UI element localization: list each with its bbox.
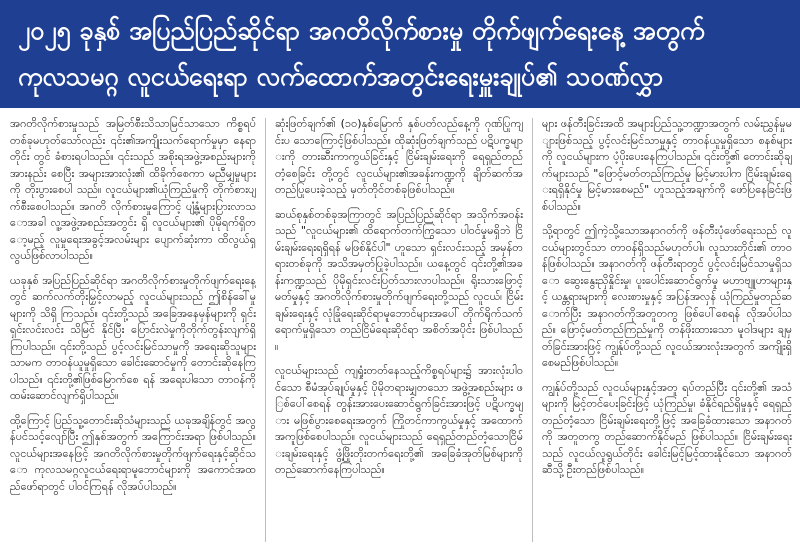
- article-column-2: [275, 116, 523, 550]
- paragraph: လူငယ်များသည် ကျရှုံးတတ်နေသည့်ကိစ္စရပ်များ၌ အားလုံးပါဝင်သော စီမံအုပ်ချုပ်မှုနှင့် ပိုမိုတရားမျှတသော အဖွဲ့အစည်းများ ဖြစ်ပေါ်စေရန် တွန်းအားပေးဆောင်ရွက်ခြင်းအားဖြင့် ပဋိပက္ခများ မဖြစ်ပွားစေရေးအတွက် ကြိုတင်ကာကွယ်မှုနှင့် အထောက်အကူဖြစ်စေပါသည်။ လူငယ်များသည် ရေရှည်တည်တံ့သောငြိမ်းချမ်းရေးနှင့် ဖွံ့ဖြိုးတိုးတက်ရေးတို့၏ အခြေခံအုတ်မြစ်များကို တည်ဆောက်နေကြပါသည်။: [275, 364, 523, 476]
- headline-line-1: ၂၀၂၅ ခုနှစ် အပြည်ပြည်ဆိုင်ရာ အဂတိလိုက်စားမှု တိုက်ဖျက်ရေးနေ့ အတွက်: [18, 16, 705, 45]
- column-divider: [265, 118, 266, 542]
- article-column-3: [542, 116, 792, 550]
- paragraph: အဂတိလိုက်စားမှုသည် အမြတ်စီးသိသာမြင်သာသော ကိစ္စရပ် တစ်ခုမဟုတ်သော်လည်း ၎င်း၏အကျိုးသက်ရောက်မှုမှာ နေရာတိုင်း တွင် ခံစားရပါသည်။ ၎င်းသည် အစိုးရအဖွဲ့အစည်းများကို အားနည်း စေပြီး အများအားလုံး၏ ထိခိုက်စေကာ မညီမျှမှုများကို တိုးပွားစေပါ သည်။ လူငယ်များ၏ယုံကြည်မှုကို တိုက်စားပျက်စီးစေပါသည်။ အဂတိ လိုက်စားမှုကြောင့် ပျံ့နှံ့များပြားလာသောအခါ လူ့အဖွဲ့အစည်းအတွင်း ရှိ လူငယ်များ၏ ပိုမိုရက်ရှိတော့မည့် လူမှုရေးအခွင့်အလမ်းများ ပျောက်ဆုံးကာ ထိလွယ်ရှလွယ်ဖြစ်လာပါသည်။: [10, 117, 256, 262]
- column-divider: [532, 118, 533, 542]
- paragraph: ဆယ်စုနှစ်တစ်ခုအကြာတွင် အပြည်ပြည်ဆိုင်ရာ အသိုက်အဝန်းသည် "လူငယ်များ၏ ထိရောက်တက်ကြွသော ပါဝင်မှုမရှိဘဲ ငြိမ်းချမ်းရေးရရှိရန် မဖြစ်နိုင်ပါ" ဟူသော ရှင်းလင်းသည့် အမှန်တရားတစ်ခုကို အသိအမှတ်ပြုခဲ့ပါသည်။ ယနေ့တွင် ၎င်းတို့၏အခန်းကဏ္ဍသည် ပိုမိုရှင်းလင်းပြတ်သားလာပါသည်။ ရိုးသားဖြောင့်မတ်မှုနှင့် အဂတိလိုက်စားမှုတိုက်ဖျက်ရေးတို့သည် လူငယ်၊ ငြိမ်းချမ်းရေးနှင့် လုံခြုံရေးဆိုင်ရာမူဘောင်များအပေါ် တိုက်ရိုက်သက်ရောက်မှုရှိသော တည်ငြိမ်ရေးဆိုင်ရာ အစိတ်အပိုင်း ဖြစ်ပါသည်။: [275, 207, 523, 353]
- article-column-1: [10, 116, 256, 550]
- article-body: [0, 108, 800, 550]
- headline-line-2: ကုလသမဂ္ဂ လူငယ်ရေးရာ လက်ထောက်အတွင်းရေးမှူးချုပ်၏ သဝဏ်လွှာ: [18, 62, 664, 91]
- paragraph: ဆုံးဖြတ်ချက်၏ (၁၀)နှစ်မြောက် နှစ်ပတ်လည်နေ့ကို ဂုဏ်ပြုကျင်းပ သောကြောင့်ဖြစ်ပါသည်။ ထိုဆုံးဖြတ်ချက်သည် ပဋိပက္ခများကို တားဆီးကာကွယ်ခြင်းနှင့် ငြိမ်းချမ်းရေးကို ရေရှည်တည်တံ့စေခြင်း တို့တွင် လူငယ်များ၏အခန်းကဏ္ဍကို ချိတ်ဆက်အတည်ပြုပေးခဲ့သည့် မှတ်တိုင်တစ်ခုဖြစ်ပါသည်။: [275, 117, 523, 196]
- paragraph: ကျွန်ုပ်တို့သည် လူငယ်များနှင့်အတူ ရပ်တည်ပြီး ၎င်းတို့၏ အသံများကို မြင့်တင်ပေးခြင်းဖြင့် ယုံကြည်မှု၊ ခံနိုင်ရည်ရှိမှုနှင့် ရေရှည်တည်တံ့သော ငြိမ်းချမ်းရေးတို့ဖြင့် အခြေခံထားသော အနာဂတ်ကို အတူတကွ တည်ဆောက်နိုင်မည် ဖြစ်ပါသည်။ ငြိမ်းချမ်းရေးသည် လူငယ်လူရွယ်တိုင်း ခေါင်းမြင့်မြင့်ထားနိုင်သော အနာဂတ်ဆီသို့ ဦးတည်ဖြစ်ပါသည်။: [542, 380, 792, 476]
- paragraph: ယခုနှစ် အပြည်ပြည်ဆိုင်ရာ အဂတိလိုက်စားမှုတိုက်ဖျက်ရေးနေ့ တွင် ဆက်လက်တိုးမြှင့်လာမည့် လူငယ်များသည် ဤစိန်ခေါ်မှုများကို သိရှိ ကြသည်။ ၎င်းတို့သည် အခြေအနေမှန်များကို ရှင်းရှင်းလင်းလင်း သိမြင် နိုင်ပြီး ပြောင်းလဲမှုကိုတိုက်တွန်းလျက်ရှိကြပါသည်။ ၎င်းတို့သည် ပွင့်လင်းမြင်သာမှုကို အရေးဆိုသူများသာမက တာဝန်ယူမှုရှိသော ခေါင်းဆောင်မှုကို တောင်းဆိုနေကြပါသည်။ ၎င်းတို့၏ဖြစ်မြောက်စေ ရန် အရေးပါသော တာဝန်ကို ထမ်းဆောင်လျက်ရှိပါသည်။: [10, 273, 256, 402]
- paragraph: ထို့ကြောင့် ပြည်သူ့တောင်းဆိုသံများသည် ယခုအချိန်တွင် အလွန်ပင်သင့်လျော်ပြီး ဤနှစ်အတွက် အကြောင်းအရာ ဖြစ်ပါသည်။ လူငယ်များအနေဖြင့် အဂတိလိုက်စားမှုတိုက်ဖျက်ရေးနှင့်ဆိုင်သော ကုလသမဂ္ဂလူငယ်ရေးရာမူဘောင်များကို အကောင်အထည်ဖော်ရာတွင် ပါဝင်ကြရန် လိုအပ်ပါသည်။: [10, 413, 256, 493]
- paragraph: များ ဖန်တီးခြင်းအထိ အများပြည်သူ့ဘဏ္ဍာအတွက် လမ်းညွှန်မှုများဖြစ်သည့် ပွင့်လင်းမြင်သာမှုနှင့် တာဝန်ယူမှုရှိသော စနစ်များကို လူငယ်များက ပံ့ပိုးပေးနေကြပါသည်။ ၎င်းတို့၏ တောင်းဆိုချက်များသည် "ဖြောင့်မတ်တည်ကြည်မှု မြင့်မားပါက ငြိမ်းချမ်းရေးရရှိနိုင်မှု မြင့်မားစေမည်" ဟူသည့်အချက်ကို ဖော်ပြနေခြင်းဖြစ်ပါသည်။: [542, 117, 792, 213]
- paragraph: သို့ရာတွင် ဤကဲ့သို့သောအနာဂတ်ကို ဖန်တီးပုံဖော်ရေးသည် လူငယ်များတွင်သာ တာဝန်ရှိသည်မဟုတ်ပါ။ လူသားတိုင်း၏ တာဝန်ဖြစ်ပါသည်။ အနာဂတ်ကို ဖန်တီးရာတွင် ပွင့်လင်းမြင်သာမှုရှိသော ဆွေးနွေးညှိနှိုင်းမှု၊ ပူးပေါင်းဆောင်ရွက်မှု မဟာဗျူဟာများနှင့် ယန္တရားများကို လေးစားမှုနှင့် အပြန်အလှန် ယုံကြည်မှုတည်ဆောက်ပြီး အနာဂတ်ကိုအတူတကွ ဖြစ်ပေါ်စေရန် လိုအပ်ပါသည်။ ဖြောင့်မတ်တည်ကြည်မှုကို တန်ဖိုးထားသော မူဝါဒများ ချမှတ်ခြင်းအားဖြင့် ကျွန်ုပ်တို့သည် လူငယ်အားလုံးအတွက် အကျိုးရှိစေမည်ဖြစ်ပါသည်။: [542, 224, 792, 369]
- headline-banner: [0, 0, 800, 108]
